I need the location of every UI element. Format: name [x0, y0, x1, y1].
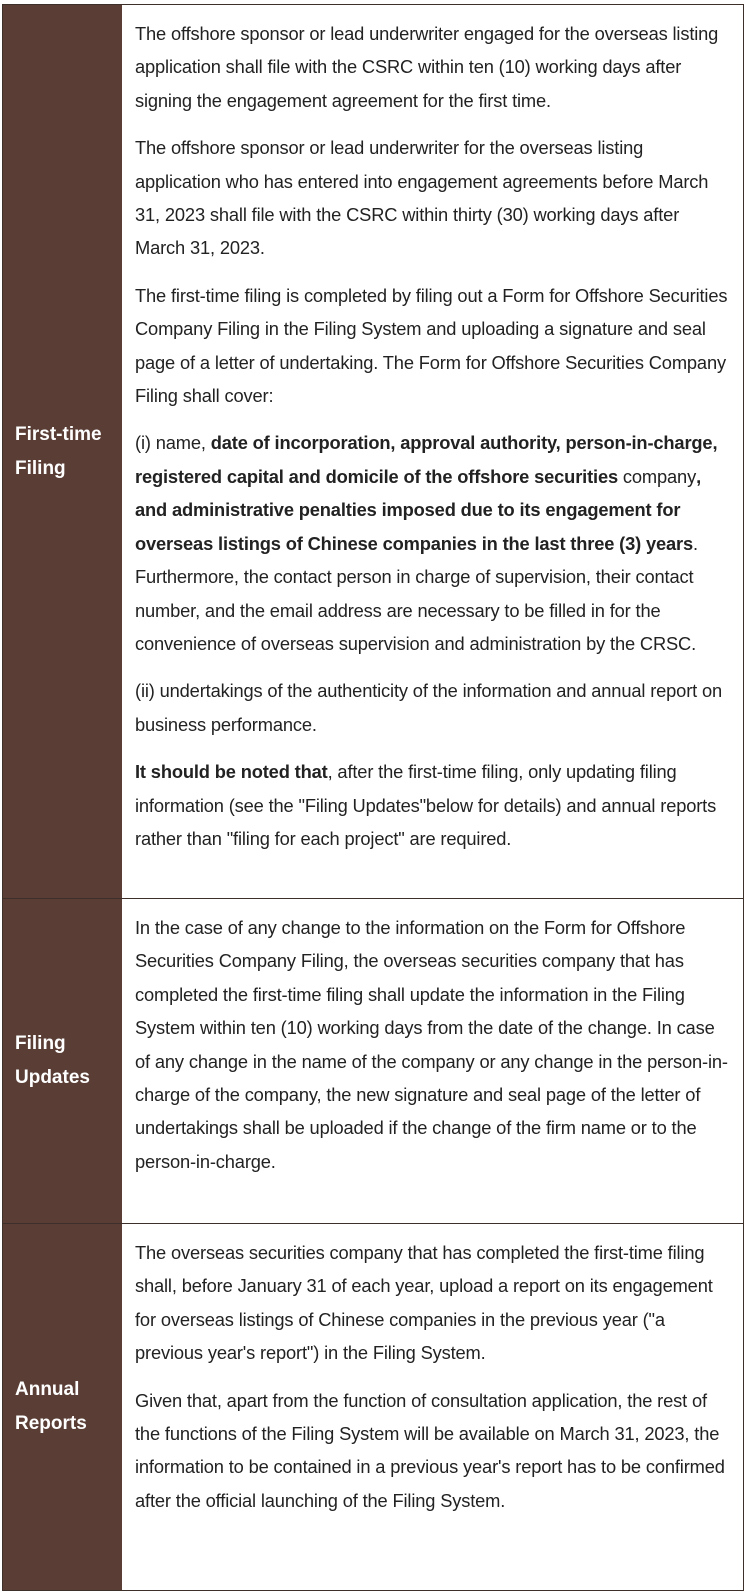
paragraph: The overseas securities company that has completed the first-time filing shall, before January 31 of each year, upload a report on its engagement for overseas listings of Chinese companies in the previous year ("a previous year's report") in the Filing System.: [135, 1242, 713, 1364]
item-i-text: company: [618, 465, 697, 487]
note-bold: It should be noted that: [135, 761, 328, 783]
row-header-line: Reports: [15, 1413, 87, 1434]
paragraph-note: [135, 755, 731, 855]
item-i-text: (i) name,: [135, 432, 211, 454]
paragraph: Given that, apart from the function of consultation application, the rest of the functions of the Filing System will be available on March 31, 2023, the information to be contained in a previous year's report has to be confirmed after the official launching of the Filing System.: [135, 1389, 725, 1511]
item-i-text: . Furthermore, the contact person in charge of supervision, their contact number, and the email address are necessary to be filled in for the convenience of overseas supervision and administration by the CRSC.: [135, 532, 698, 654]
row-content-filing-updates: [122, 899, 743, 1223]
paragraph-item-ii: (ii) undertakings of the authenticity of the information and annual report on business performance.: [135, 680, 723, 735]
item-i-bold: , and administrative penalties imposed due to its engagement for overseas listings of Chinese companies in the last three (3) years: [135, 465, 701, 554]
row-header-annual-reports: [3, 1224, 122, 1590]
table-row-filing-updates: [3, 898, 743, 1223]
row-content-annual-reports: [122, 1224, 743, 1590]
paragraph: The offshore sponsor or lead underwriter engaged for the overseas listing application shall file with the CSRC within ten (10) working days after signing the engagement agreement for the first time.: [135, 23, 719, 111]
row-content-first-time-filing: [122, 5, 743, 898]
paragraph-item-i: [135, 426, 731, 660]
row-header-first-time-filing: [3, 5, 122, 898]
row-header-line: First-time: [15, 423, 102, 445]
paragraph: The first-time filing is completed by filing out a Form for Offshore Securities Company Filing in the Filing System and uploading a signature and seal page of a letter of undertaking. The Form for Offshore Securities Company Filing shall cover:: [135, 284, 728, 407]
table-row-first-time-filing: [3, 5, 743, 898]
item-i-bold: date of incorporation, approval authority, person-in-charge, registered capital and domicile of the offshore securities: [135, 432, 718, 487]
row-header-line: Annual: [15, 1379, 80, 1400]
table-row-annual-reports: [3, 1223, 743, 1590]
paragraph: The offshore sponsor or lead underwriter for the overseas listing application who has entered into engagement agreements before March 31, 2023 shall file with the CSRC within thirty (30) working days after March 31, 2023.: [135, 137, 709, 259]
row-header-line: Filing: [15, 1033, 66, 1054]
paragraph: In the case of any change to the information on the Form for Offshore Securities Company Filing, the overseas securities company that has completed the first-time filing shall update the information in the Filing System within ten (10) working days from the date of the change. In case of any change in the name of the company or any change in the person-in-charge of the company, the new signature and seal page of the letter of undertakings shall be uploaded if the change of the firm name or to the person-in-charge.: [135, 917, 728, 1172]
row-header-line: Filing: [15, 457, 66, 479]
row-header-filing-updates: [3, 899, 122, 1223]
row-header-line: Updates: [15, 1067, 90, 1088]
note-text: , after the first-time filing, only updating filing information (see the "Filing Updates"below for details) and annual reports rather than "filing for each project" are required.: [135, 761, 717, 849]
filing-requirements-table: [2, 4, 744, 1591]
